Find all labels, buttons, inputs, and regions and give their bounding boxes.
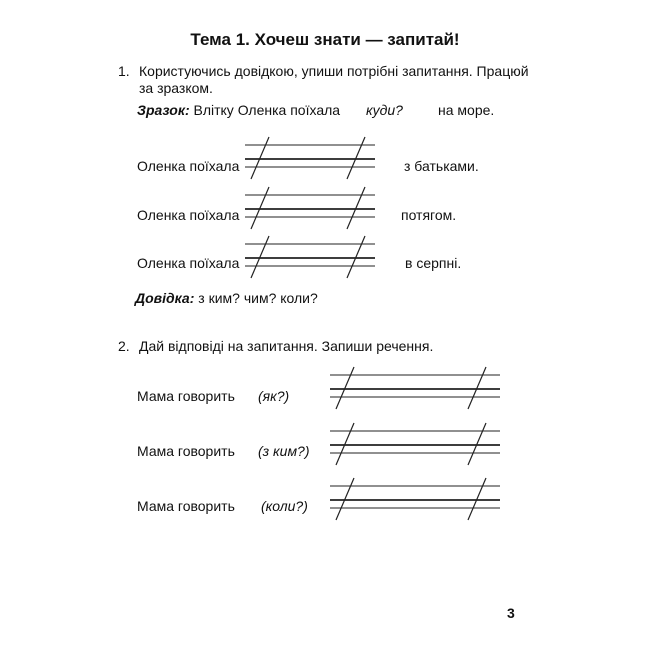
task2-instruction: Дай відповіді на запитання. Запиши речення.: [139, 338, 434, 354]
help-label: Довідка:: [135, 290, 195, 306]
help-text: з ким? чим? коли?: [198, 290, 318, 306]
task2-row-2-question: (з ким?): [258, 443, 310, 459]
task1-row-1-end: з батьками.: [404, 158, 479, 174]
task2-number: 2.: [118, 338, 130, 354]
task1-row-2-start: Оленка поїхала: [137, 207, 240, 223]
task2-row-3-start: Мама говорить: [137, 498, 235, 514]
example-text: Влітку Оленка поїхала: [193, 102, 341, 118]
task2-row-2-writing-lines[interactable]: [328, 421, 508, 471]
page-title: Тема 1. Хочеш знати — запитай!: [190, 30, 460, 49]
example-line: [137, 102, 340, 118]
task1-number: 1.: [118, 63, 130, 79]
task1-row-3-start: Оленка поїхала: [137, 255, 240, 271]
task1-row-3-writing-lines[interactable]: [243, 234, 383, 284]
task1-row-2-writing-lines[interactable]: [243, 185, 383, 235]
page-number: 3: [507, 605, 515, 621]
task1-row-1-writing-lines[interactable]: [243, 135, 383, 185]
task2-row-1-question: (як?): [258, 388, 290, 404]
task1-row-2-end: потягом.: [401, 207, 457, 223]
example-label: Зразок:: [137, 102, 190, 118]
task2-row-1-writing-lines[interactable]: [328, 365, 508, 415]
example-ending: на море.: [438, 102, 495, 118]
example-question: куди?: [366, 102, 403, 118]
task2-row-1-start: Мама говорить: [137, 388, 235, 404]
task1-row-3-end: в серпні.: [405, 255, 462, 271]
task1-instruction-line1: Користуючись довідкою, упиши потрібні запитання. Працюй: [139, 63, 529, 79]
task2-row-3-writing-lines[interactable]: [328, 476, 508, 526]
task2-row-2-start: Мама говорить: [137, 443, 235, 459]
help-line: [135, 290, 318, 306]
task1-instruction-line2: за зразком.: [139, 80, 213, 96]
task1-row-1-start: Оленка поїхала: [137, 158, 240, 174]
task2-row-3-question: (коли?): [261, 498, 308, 514]
